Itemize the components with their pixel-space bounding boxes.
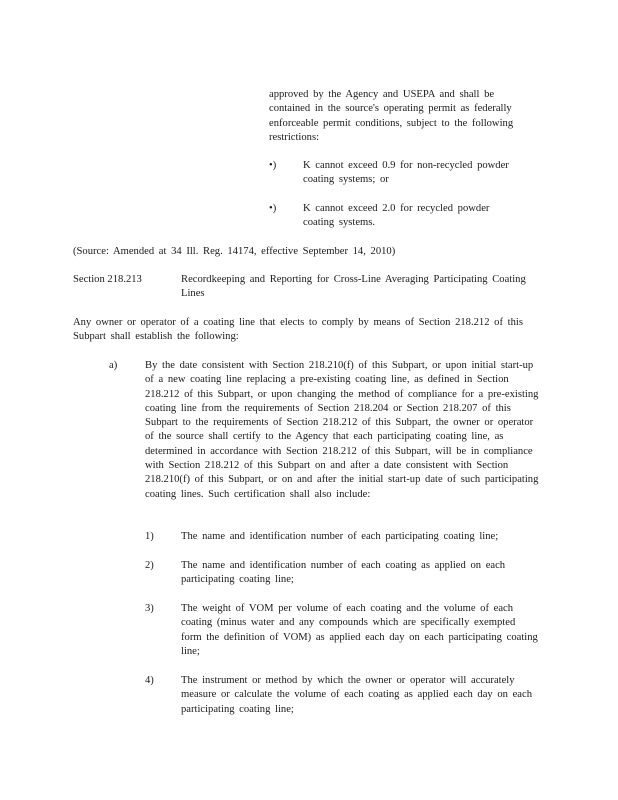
subitem-marker: 2) — [145, 560, 154, 571]
restriction-marker: •) — [269, 203, 277, 214]
restriction-text: K cannot exceed 0.9 for non-recycled powder coating systems; or — [303, 160, 509, 186]
subitem-marker: 1) — [145, 531, 154, 542]
subitem-text: The name and identification number of each coating as applied on each participating coating line; — [181, 560, 506, 586]
restriction-text: K cannot exceed 2.0 for recycled powder coating systems. — [303, 203, 490, 229]
subitem-text: The name and identification number of each participating coating line; — [181, 531, 499, 542]
subitem-marker: 4) — [145, 675, 154, 686]
subitem-marker: 3) — [145, 603, 154, 614]
section-title: Recordkeeping and Reporting for Cross-Line Averaging Participating Coating Lines — [181, 274, 526, 300]
subitem-text: The instrument or method by which the owner or operator will accurately measure or calculate the volume of each coating as applied each day on each participating coating line; — [181, 675, 533, 715]
restriction-marker: •) — [269, 160, 277, 171]
section-number: Section 218.213 — [73, 274, 142, 285]
item-a-text: By the date consistent with Section 218.210(f) of this Subpart, or upon initial start-up of a new coating line replacing a pre-existing coating line, as defined in Section 218.212 of this Subpart, or upon changing the method of compliance for a pre-existing coating line from the requirements of Section 218.204 or Section 218.207 of this Subpart to the requirements of Section 218.212 of this Subpart, the owner or operator of the source shall certify to the Agency that each participating coating line, as determined in accordance with Section 218.212 of this Subpart, will be in compliance with Section 218.212 of this Subpart on and after a date consistent with Section 218.210(f) of this Subpart, or on and after the initial start-up date of such participating coating lines. Such certification shall also include: — [145, 360, 539, 500]
intro-paragraph: approved by the Agency and USEPA and shall be contained in the source's operating permit as federally enforceable permit conditions, subject to the following restrictions: — [269, 89, 514, 143]
item-a-marker: a) — [109, 360, 118, 371]
lead-paragraph: Any owner or operator of a coating line that elects to comply by means of Section 218.212 of this Subpart shall establish the following: — [73, 317, 523, 343]
source-note: (Source: Amended at 34 Ill. Reg. 14174, effective September 14, 2010) — [73, 246, 396, 257]
subitem-text: The weight of VOM per volume of each coating and the volume of each coating (minus water and any compounds which are specifically exempted form the definition of VOM) as applied each day on each participating coating line; — [181, 603, 538, 657]
